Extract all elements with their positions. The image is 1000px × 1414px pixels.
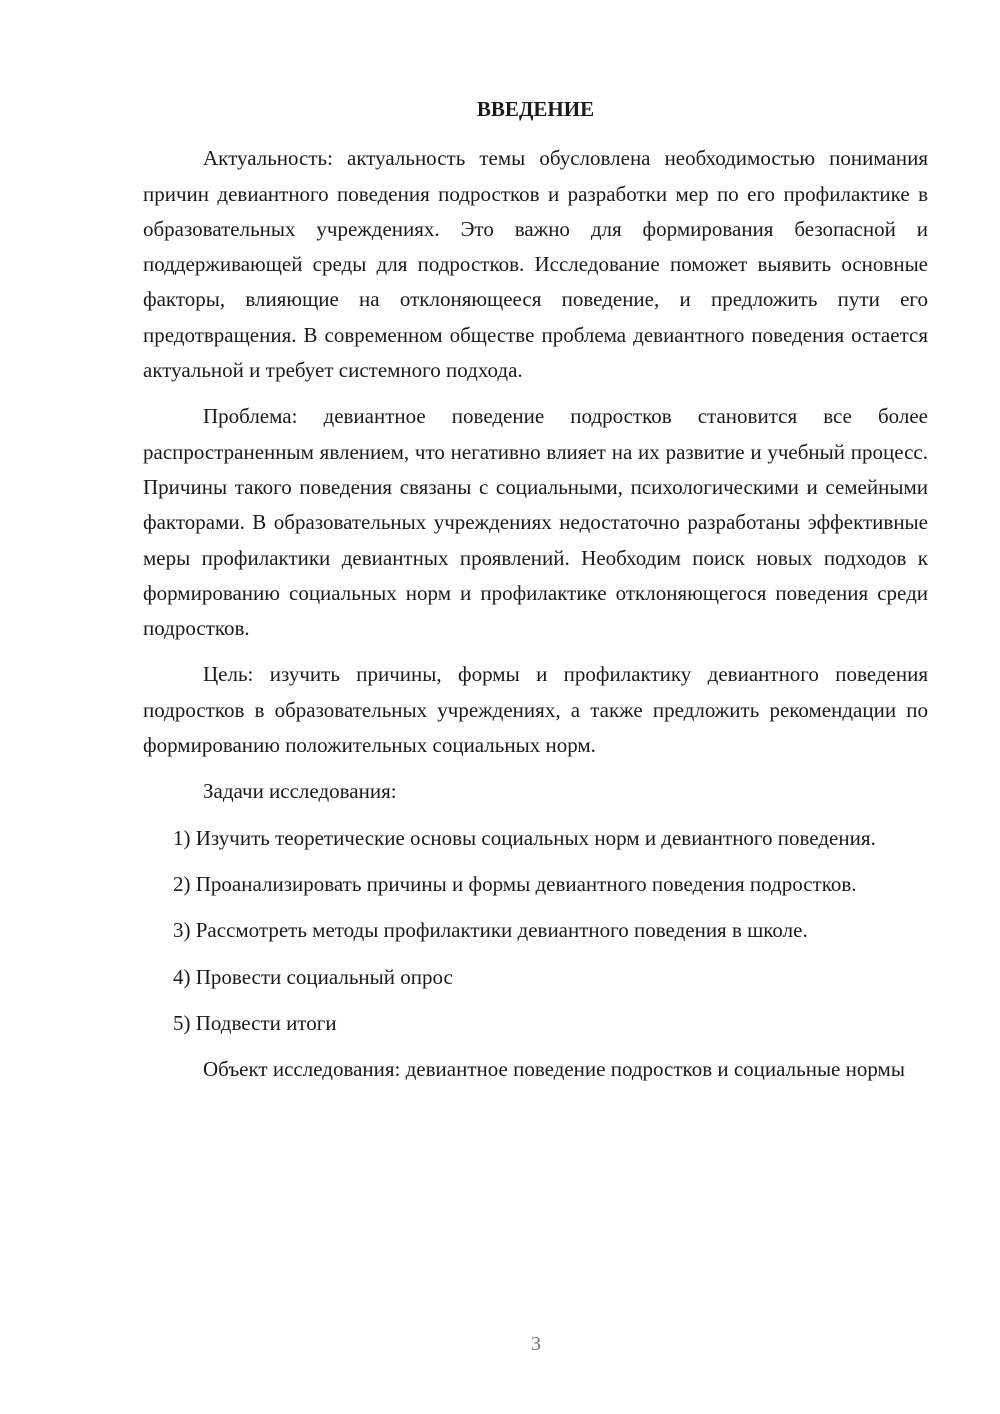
page-content (143, 92, 928, 1098)
problem-paragraph: Проблема: девиантное поведение подростков становится все более распространенным явлением, что негативно влияет на их развитие и учебный процесс. Причины такого поведения связаны с социальными, психологическими и семейными факторами. В образовательных учреждениях недостаточно разработаны эффективные меры профилактики девиантных проявлений. Необходим поиск новых подходов к формированию социальных норм и профилактике отклоняющегося поведения среди подростков. (143, 404, 928, 641)
goal-paragraph: Цель: изучить причины, формы и профилактику девиантного поведения подростков в образовательных учреждениях, а также предложить рекомендации по формированию положительных социальных норм. (143, 662, 928, 758)
object-paragraph: Объект исследования: девиантное поведение подростков и социальные нормы (203, 1057, 905, 1082)
page-title: ВВЕДЕНИЕ (476, 97, 595, 121)
page-number: 3 (531, 1333, 541, 1355)
tasks-heading: Задачи исследования: (203, 779, 397, 804)
task-item: 5) Подвести итоги (173, 1010, 337, 1035)
task-item: 4) Провести социальный опрос (173, 964, 453, 989)
task-item: 2) Проанализировать причины и формы девиантного поведения подростков. (173, 871, 857, 896)
relevance-paragraph: Актуальность: актуальность темы обусловлена необходимостью понимания причин девиантного поведения подростков и разработки мер по его профилактике в образовательных учреждениях. Это важно для формирования безопасной и поддерживающей среды для подростков. Исследование поможет выявить основные факторы, влияющие на отклоняющееся поведение, и предложить пути его предотвращения. В современном обществе проблема девиантного поведения остается актуальной и требует системного подхода. (143, 146, 928, 383)
task-item: 3) Рассмотреть методы профилактики девиантного поведения в школе. (173, 918, 808, 943)
task-item: 1) Изучить теоретические основы социальных норм и девиантного поведения. (173, 825, 876, 850)
